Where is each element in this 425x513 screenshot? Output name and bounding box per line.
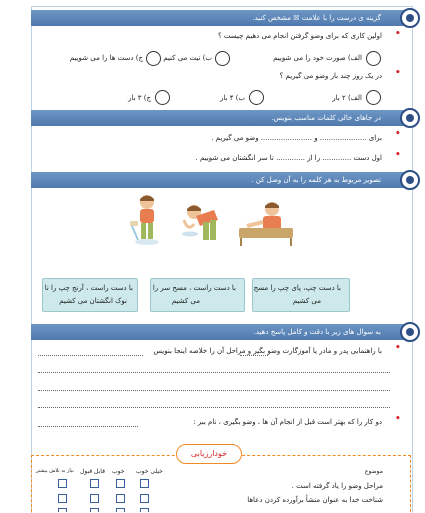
checkbox[interactable] bbox=[58, 479, 67, 488]
checkbox[interactable] bbox=[116, 508, 125, 512]
match-card-1-line-2: می کشیم bbox=[292, 297, 321, 305]
option-c-label: ج) ۳ بار bbox=[128, 94, 151, 102]
section-badge-icon bbox=[400, 108, 420, 128]
answer-line[interactable] bbox=[38, 372, 390, 373]
checkbox[interactable] bbox=[90, 494, 99, 503]
eval-header-acceptable: قابل قبول bbox=[80, 468, 105, 475]
checkbox[interactable] bbox=[58, 508, 67, 512]
question-1: اولین کاری که برای وضو گرفتن انجام می دهیم چیست ؟ bbox=[217, 32, 382, 40]
checkbox[interactable] bbox=[140, 479, 149, 488]
option-c-label: ج) دست ها را می شوییم bbox=[69, 54, 143, 62]
match-card-2-line-2: می کشیم bbox=[171, 297, 200, 305]
worksheet-frame bbox=[31, 6, 413, 513]
bullet: • bbox=[395, 68, 401, 78]
match-card-3-line-2: نوک انگشتان می کشیم bbox=[59, 297, 127, 305]
option-c-radio[interactable] bbox=[146, 51, 161, 66]
self-evaluation-title: خودارزیابی bbox=[176, 444, 242, 464]
option-a-radio[interactable] bbox=[366, 51, 381, 66]
section-4-header bbox=[31, 324, 411, 340]
checkbox[interactable] bbox=[140, 494, 149, 503]
answer-line[interactable] bbox=[38, 407, 390, 408]
section-3-title: تصویر مربوط به هر کلمه را به آن وصل کن . bbox=[251, 176, 381, 184]
checkbox[interactable] bbox=[116, 479, 125, 488]
boy-washing-arm-illustration bbox=[237, 200, 295, 246]
option-b-radio[interactable] bbox=[215, 51, 230, 66]
fill-line-1: برای ..................... و ....................... وضو می گیریم . bbox=[211, 134, 382, 142]
option-a-label: الف) صورت خود را می شوییم bbox=[273, 54, 362, 62]
section-4-title: به سوال های زیر با دقت و کامل پاسخ دهید. bbox=[253, 328, 381, 336]
option-b-label: ب) ۴ بار bbox=[220, 94, 245, 102]
answer-line[interactable] bbox=[38, 390, 390, 391]
match-card-3[interactable] bbox=[42, 278, 138, 312]
boy-washing-feet-illustration bbox=[127, 194, 169, 246]
fill-line-2: اول دست ............. را از ............. تا سر انگشتان می شوییم . bbox=[195, 154, 382, 162]
checkbox[interactable] bbox=[90, 479, 99, 488]
question-2: در یک روز چند بار وضو می گیریم ؟ bbox=[279, 72, 382, 80]
checkbox[interactable] bbox=[90, 508, 99, 512]
section-1-title: گزینه ی درست را با علامت ☒ مشخص کنید. bbox=[252, 14, 381, 22]
answer-line[interactable] bbox=[38, 355, 143, 356]
match-card-2[interactable] bbox=[150, 278, 245, 312]
option-a-label: الف) ۲ بار bbox=[332, 94, 362, 102]
bullet: • bbox=[395, 343, 401, 353]
eval-header-needs-effort: نیاز به تلاش بیشتر bbox=[36, 468, 74, 474]
section-2-header bbox=[31, 110, 411, 126]
option-c-radio[interactable] bbox=[155, 90, 170, 105]
section-badge-icon bbox=[400, 170, 420, 190]
question-2: دو کار را که بهتر است قبل از انجام آن ها ، وضو بگیری ، نام ببر : bbox=[193, 418, 382, 426]
boy-washing-face-illustration bbox=[176, 198, 226, 246]
answer-line[interactable] bbox=[38, 426, 138, 427]
bullet: • bbox=[395, 414, 401, 424]
eval-row-1: مراحل وضو را یاد گرفته است . bbox=[291, 482, 383, 490]
eval-header-very-good: خیلی خوب bbox=[136, 468, 163, 475]
match-card-2-line-1: با دست راست ، مسح سر را bbox=[152, 284, 236, 292]
eval-row-2: شناخت خدا به عنوان منشأ برآورده کردن دعاها bbox=[247, 496, 383, 504]
option-b-label: ب) نیت می کنیم bbox=[163, 54, 212, 62]
section-2-title: در جاهای خالی کلمات مناسب بنویس. bbox=[271, 114, 381, 122]
bullet: • bbox=[395, 29, 401, 39]
checkbox[interactable] bbox=[58, 494, 67, 503]
eval-header-good: خوب bbox=[112, 468, 125, 475]
match-card-1[interactable] bbox=[252, 278, 350, 312]
bullet: • bbox=[395, 129, 401, 139]
eval-header-topic: موضوع bbox=[364, 468, 383, 475]
checkbox[interactable] bbox=[140, 508, 149, 512]
checkbox[interactable] bbox=[116, 494, 125, 503]
section-badge-icon bbox=[400, 8, 420, 28]
section-1-header bbox=[31, 10, 411, 26]
answer-line[interactable] bbox=[240, 355, 268, 356]
option-b-radio[interactable] bbox=[249, 90, 264, 105]
match-card-1-line-1: با دست چپ، پای چپ را مسح bbox=[253, 284, 341, 292]
option-a-radio[interactable] bbox=[366, 90, 381, 105]
match-card-3-line-1: با دست راست ، آرنج چپ را تا bbox=[44, 284, 133, 292]
bullet: • bbox=[395, 150, 401, 160]
question-1: با راهنمایی پدر و مادر یا آموزگارت وضو بگیر و مراحل آن را خلاصه اینجا بنویس bbox=[153, 347, 382, 355]
section-3-header bbox=[31, 172, 411, 188]
section-badge-icon bbox=[400, 322, 420, 342]
